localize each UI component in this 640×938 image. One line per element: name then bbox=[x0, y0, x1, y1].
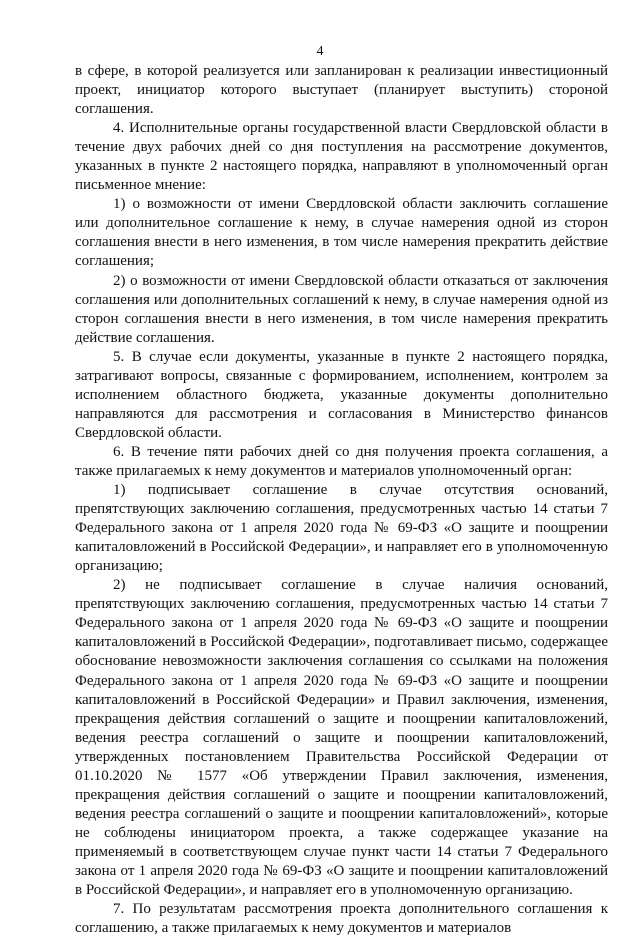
page-number: 4 bbox=[316, 44, 324, 59]
paragraph-item-4-1: 1) о возможности от имени Свердловской области заключить соглашение или дополнительное соглашение к нему, в случае намерения одной из сторон соглашения внести в него изменения, в том числе намерения прекратить действие соглашения; bbox=[75, 196, 608, 270]
paragraph-item-4: 4. Исполнительные органы государственной власти Свердловской области в течение двух рабочих дней со дня поступления на рассмотрение документов, указанных в пункте 2 настоящего порядка, направляют в уполномоченный орган письменное мнение: bbox=[75, 120, 608, 194]
paragraph-continuation: в сфере, в которой реализуется или запланирован к реализации инвестиционный проект, инициатор которого выступает (планирует выступить) стороной соглашения. bbox=[75, 63, 608, 118]
document-body bbox=[75, 62, 608, 938]
paragraph-item-5: 5. В случае если документы, указанные в пункте 2 настоящего порядка, затрагивают вопросы, связанные с формированием, исполнением, контролем за исполнением областного бюджета, указанные документы дополнительно направляются для рассмотрения и согласования в Министерство финансов Свердловской области. bbox=[75, 348, 608, 441]
paragraph-item-6-2: 2) не подписывает соглашение в случае наличия оснований, препятствующих заключению соглашения, предусмотренных частью 14 статьи 7 Федерального закона от 1 апреля 2020 года № 69-ФЗ «О защите и поощрении капиталовложений в Российской Федерации», подготавливает письмо, содержащее обоснование невозможности заключения соглашения со ссылками на положения Федерального закона от 1 апреля 2020 года № 69-ФЗ «О защите и поощрении капиталовложений в Российской Федерации» и Правил заключения, изменения, прекращения действия соглашений о защите и поощрении капиталовложений, ведения реестра соглашений о защите и поощрении капиталовложений, утвержденных постановлением Правительства Российской Федерации от 01.10.2020 № 1577 «Об утверждении Правил заключения, изменения, прекращения действия соглашений о защите и поощрении капиталовложений, ведения реестра соглашений о защите и поощрении капиталовложений», которые не соблюдены инициатором проекта, а также содержащее указание на применяемый в соответствующем случае пункт части 14 статьи 7 Федерального закона от 1 апреля 2020 года № 69-ФЗ «О защите и поощрении капиталовложений в Российской Федерации», и направляет его в уполномоченную организацию. bbox=[75, 577, 608, 899]
paragraph-item-6-1: 1) подписывает соглашение в случае отсутствия оснований, препятствующих заключению соглашения, предусмотренных частью 14 статьи 7 Федерального закона от 1 апреля 2020 года № 69-ФЗ «О защите и поощрении капиталовложений в Российской Федерации», и направляет его в уполномоченную организацию; bbox=[75, 482, 608, 575]
paragraph-item-7: 7. По результатам рассмотрения проекта дополнительного соглашения к соглашению, а также прилагаемых к нему документов и материалов bbox=[75, 901, 608, 937]
paragraph-item-4-2: 2) о возможности от имени Свердловской области отказаться от заключения соглашения или дополнительных соглашений к нему, в случае намерения одной из сторон соглашения внести в него изменения, в том числе намерения прекратить действие соглашения. bbox=[75, 272, 608, 346]
paragraph-item-6: 6. В течение пяти рабочих дней со дня получения проекта соглашения, а также прилагаемых к нему документов и материалов уполномоченный орган: bbox=[75, 443, 608, 479]
